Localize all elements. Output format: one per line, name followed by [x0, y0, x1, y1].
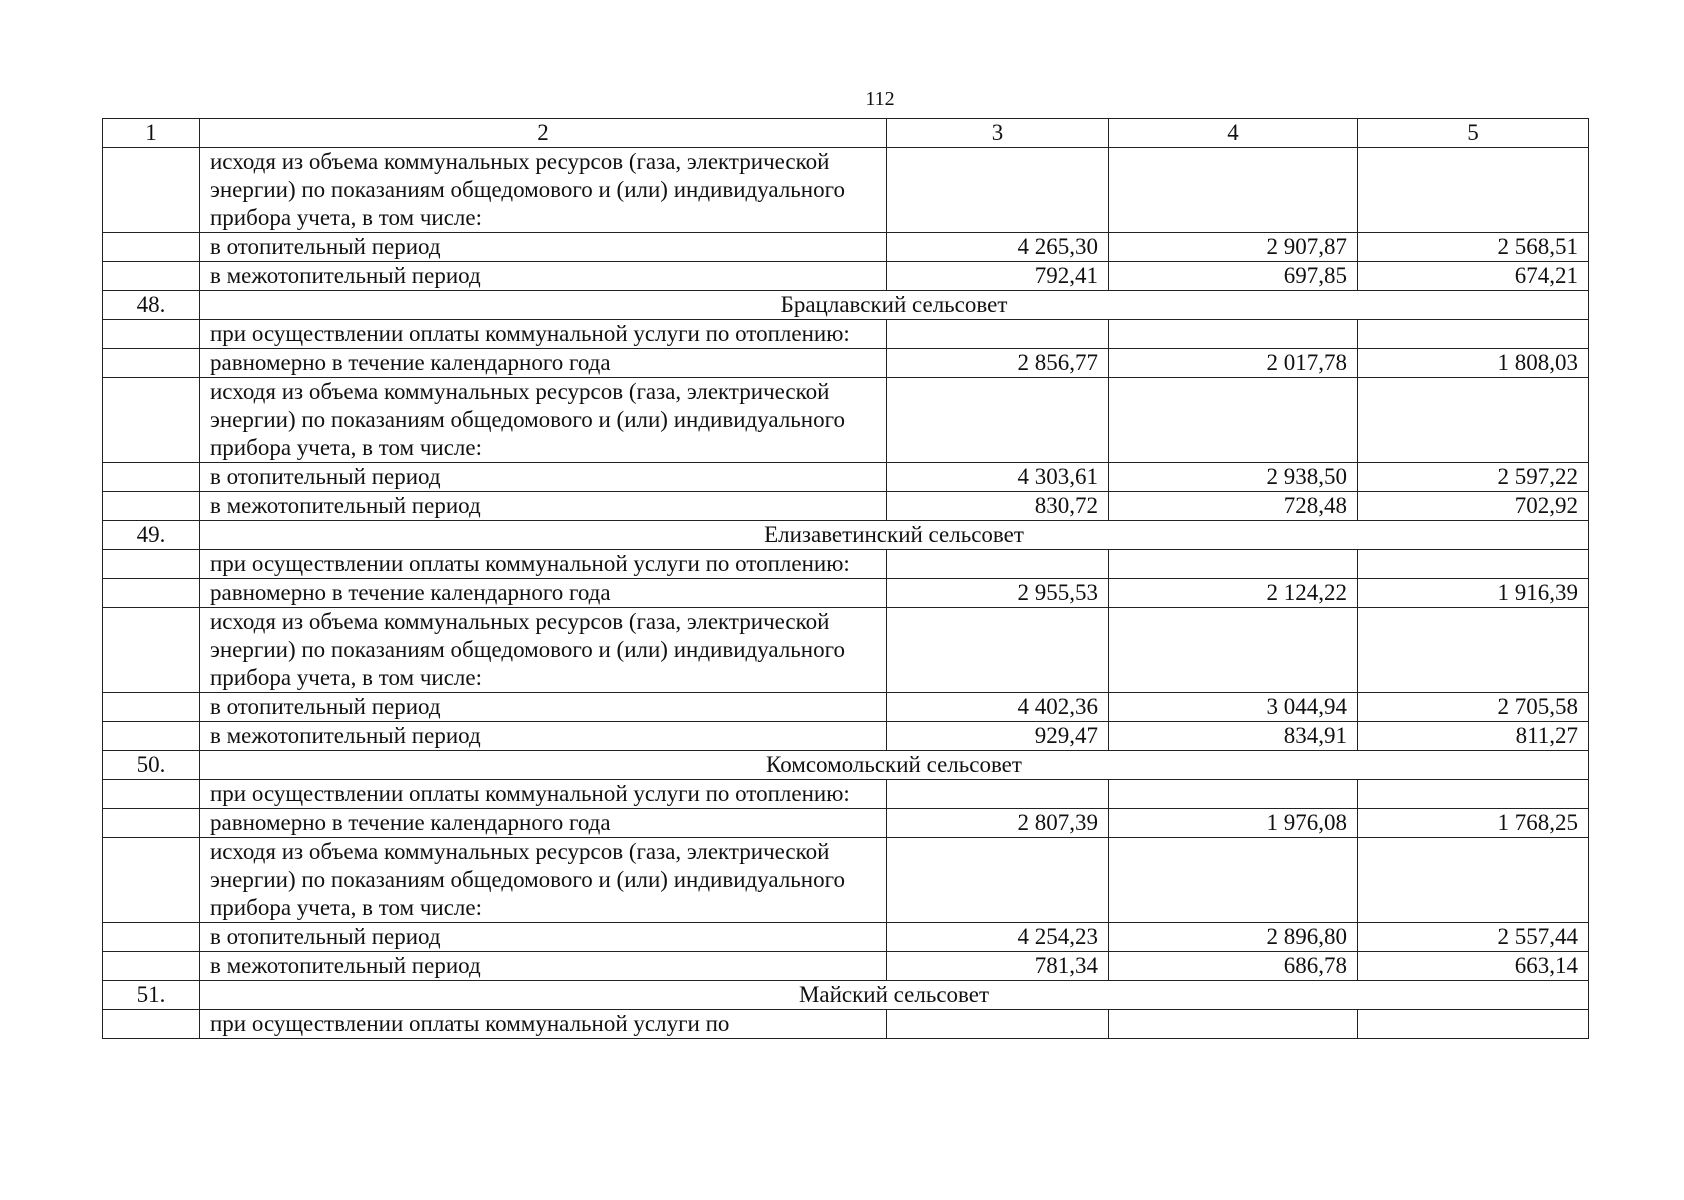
section-number: 48.	[103, 291, 200, 320]
section-title: Майский сельсовет	[200, 981, 1589, 1010]
empty-cell	[1358, 148, 1589, 233]
row-label: при осуществлении оплаты коммунальной услуги по отоплению:	[200, 550, 887, 579]
value-col-5: 1 808,03	[1358, 349, 1589, 378]
value-col-5: 663,14	[1358, 952, 1589, 981]
empty-cell	[1358, 608, 1589, 693]
row-label: исходя из объема коммунальных ресурсов (газа, электрической энергии) по показаниям общедомового и (или) индивидуального прибора учета, в том числе:	[200, 838, 887, 923]
value-col-5: 674,21	[1358, 262, 1589, 291]
value-row	[103, 722, 1589, 751]
empty-cell	[1109, 780, 1358, 809]
value-col-3: 4 303,61	[887, 463, 1109, 492]
value-col-4: 686,78	[1109, 952, 1358, 981]
value-col-5: 1 768,25	[1358, 809, 1589, 838]
empty-cell	[1358, 320, 1589, 349]
row-number-cell	[103, 608, 200, 693]
text-row	[103, 838, 1589, 923]
value-col-5: 811,27	[1358, 722, 1589, 751]
row-number-cell	[103, 838, 200, 923]
value-row	[103, 233, 1589, 262]
row-number-cell	[103, 378, 200, 463]
row-label: в отопительный период	[200, 693, 887, 722]
row-label: в межотопительный период	[200, 492, 887, 521]
row-label: в межотопительный период	[200, 262, 887, 291]
column-number: 3	[887, 119, 1109, 148]
value-col-3: 929,47	[887, 722, 1109, 751]
text-row	[103, 550, 1589, 579]
value-row	[103, 693, 1589, 722]
empty-cell	[1109, 1010, 1358, 1039]
section-title: Комсомольский сельсовет	[200, 751, 1589, 780]
value-col-5: 2 705,58	[1358, 693, 1589, 722]
row-label: равномерно в течение календарного года	[200, 349, 887, 378]
value-col-4: 728,48	[1109, 492, 1358, 521]
text-row	[103, 320, 1589, 349]
column-number: 2	[200, 119, 887, 148]
value-col-3: 830,72	[887, 492, 1109, 521]
text-row	[103, 148, 1589, 233]
row-number-cell	[103, 722, 200, 751]
table-body	[103, 148, 1589, 1039]
value-col-3: 4 402,36	[887, 693, 1109, 722]
row-label: исходя из объема коммунальных ресурсов (газа, электрической энергии) по показаниям общедомового и (или) индивидуального прибора учета, в том числе:	[200, 608, 887, 693]
value-col-4: 2 017,78	[1109, 349, 1358, 378]
row-number-cell	[103, 349, 200, 378]
row-number-cell	[103, 1010, 200, 1039]
value-col-4: 834,91	[1109, 722, 1358, 751]
value-col-3: 2 856,77	[887, 349, 1109, 378]
value-row	[103, 492, 1589, 521]
row-number-cell	[103, 492, 200, 521]
value-row	[103, 809, 1589, 838]
section-number: 51.	[103, 981, 200, 1010]
empty-cell	[887, 1010, 1109, 1039]
empty-cell	[1358, 550, 1589, 579]
value-row	[103, 923, 1589, 952]
value-col-3: 2 807,39	[887, 809, 1109, 838]
empty-cell	[887, 320, 1109, 349]
row-number-cell	[103, 923, 200, 952]
row-label: в отопительный период	[200, 233, 887, 262]
empty-cell	[887, 780, 1109, 809]
value-row	[103, 579, 1589, 608]
section-row	[103, 981, 1589, 1010]
section-number: 50.	[103, 751, 200, 780]
section-row	[103, 291, 1589, 320]
empty-cell	[887, 550, 1109, 579]
value-col-4: 3 044,94	[1109, 693, 1358, 722]
row-number-cell	[103, 693, 200, 722]
row-number-cell	[103, 262, 200, 291]
value-col-5: 2 568,51	[1358, 233, 1589, 262]
row-number-cell	[103, 148, 200, 233]
value-col-4: 2 896,80	[1109, 923, 1358, 952]
row-number-cell	[103, 809, 200, 838]
row-label: в межотопительный период	[200, 722, 887, 751]
column-number: 4	[1109, 119, 1358, 148]
empty-cell	[887, 838, 1109, 923]
row-label: исходя из объема коммунальных ресурсов (газа, электрической энергии) по показаниям общедомового и (или) индивидуального прибора учета, в том числе:	[200, 378, 887, 463]
row-number-cell	[103, 579, 200, 608]
empty-cell	[1358, 838, 1589, 923]
value-row	[103, 952, 1589, 981]
value-row	[103, 463, 1589, 492]
text-row	[103, 608, 1589, 693]
row-label: в отопительный период	[200, 923, 887, 952]
value-col-3: 4 265,30	[887, 233, 1109, 262]
row-number-cell	[103, 780, 200, 809]
empty-cell	[1109, 148, 1358, 233]
column-number: 1	[103, 119, 200, 148]
empty-cell	[1109, 378, 1358, 463]
empty-cell	[887, 148, 1109, 233]
value-col-5: 2 557,44	[1358, 923, 1589, 952]
row-number-cell	[103, 952, 200, 981]
empty-cell	[1358, 378, 1589, 463]
row-number-cell	[103, 233, 200, 262]
row-number-cell	[103, 550, 200, 579]
value-col-4: 2 907,87	[1109, 233, 1358, 262]
column-number-row	[103, 119, 1589, 148]
tariff-table	[102, 118, 1589, 1039]
section-row	[103, 521, 1589, 550]
value-col-5: 2 597,22	[1358, 463, 1589, 492]
text-row	[103, 780, 1589, 809]
row-label: при осуществлении оплаты коммунальной услуги по	[200, 1010, 887, 1039]
section-title: Елизаветинский сельсовет	[200, 521, 1589, 550]
value-col-4: 2 938,50	[1109, 463, 1358, 492]
row-label: при осуществлении оплаты коммунальной услуги по отоплению:	[200, 780, 887, 809]
empty-cell	[1358, 780, 1589, 809]
value-col-3: 2 955,53	[887, 579, 1109, 608]
empty-cell	[1109, 550, 1358, 579]
value-col-4: 2 124,22	[1109, 579, 1358, 608]
row-label: исходя из объема коммунальных ресурсов (газа, электрической энергии) по показаниям общедомового и (или) индивидуального прибора учета, в том числе:	[200, 148, 887, 233]
value-col-5: 1 916,39	[1358, 579, 1589, 608]
value-col-3: 792,41	[887, 262, 1109, 291]
row-number-cell	[103, 320, 200, 349]
text-row	[103, 378, 1589, 463]
empty-cell	[1358, 1010, 1589, 1039]
value-col-3: 781,34	[887, 952, 1109, 981]
empty-cell	[887, 378, 1109, 463]
column-number: 5	[1358, 119, 1589, 148]
row-label: в межотопительный период	[200, 952, 887, 981]
row-label: при осуществлении оплаты коммунальной услуги по отоплению:	[200, 320, 887, 349]
value-col-3: 4 254,23	[887, 923, 1109, 952]
empty-cell	[1109, 838, 1358, 923]
empty-cell	[1109, 320, 1358, 349]
value-col-4: 1 976,08	[1109, 809, 1358, 838]
row-label: в отопительный период	[200, 463, 887, 492]
section-row	[103, 751, 1589, 780]
section-title: Брацлавский сельсовет	[200, 291, 1589, 320]
empty-cell	[887, 608, 1109, 693]
section-number: 49.	[103, 521, 200, 550]
row-label: равномерно в течение календарного года	[200, 809, 887, 838]
text-row	[103, 1010, 1589, 1039]
page-number: 112	[865, 88, 895, 110]
row-number-cell	[103, 463, 200, 492]
value-row	[103, 262, 1589, 291]
value-col-4: 697,85	[1109, 262, 1358, 291]
row-label: равномерно в течение календарного года	[200, 579, 887, 608]
value-row	[103, 349, 1589, 378]
empty-cell	[1109, 608, 1358, 693]
value-col-5: 702,92	[1358, 492, 1589, 521]
